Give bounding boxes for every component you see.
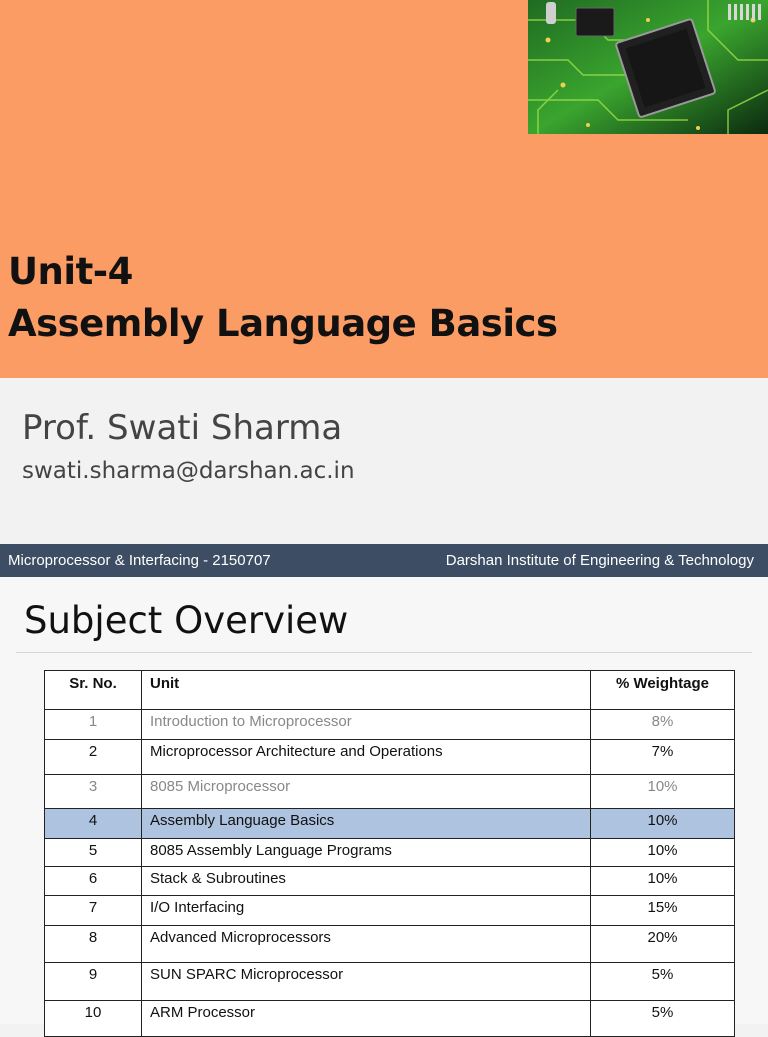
table-row [45, 839, 735, 867]
row-weight: 10% [591, 809, 735, 839]
table-header-row [45, 671, 735, 710]
row-sr: 2 [45, 740, 142, 775]
footer-bar [0, 544, 768, 577]
title-band [0, 0, 768, 378]
row-unit: Assembly Language Basics [142, 809, 591, 839]
slide-title [8, 246, 557, 350]
title-divider [16, 652, 752, 653]
footer-course: Microprocessor & Interfacing - 2150707 [8, 552, 271, 569]
row-unit: SUN SPARC Microprocessor [142, 963, 591, 1001]
row-sr: 4 [45, 809, 142, 839]
row-sr: 6 [45, 867, 142, 896]
author-name: Prof. Swati Sharma [22, 408, 343, 448]
author-email: swati.sharma@darshan.ac.in [22, 458, 355, 484]
row-unit: I/O Interfacing [142, 896, 591, 926]
row-weight: 10% [591, 867, 735, 896]
weightage-table [44, 670, 735, 1037]
circuit-board-image [528, 0, 768, 134]
row-unit: Stack & Subroutines [142, 867, 591, 896]
row-weight: 15% [591, 896, 735, 926]
table-row [45, 710, 735, 740]
table-row [45, 867, 735, 896]
row-sr: 1 [45, 710, 142, 740]
row-unit: ARM Processor [142, 1001, 591, 1037]
table-row [45, 926, 735, 963]
table-row [45, 740, 735, 775]
table-row [45, 775, 735, 809]
row-unit: Advanced Microprocessors [142, 926, 591, 963]
author-block [0, 378, 768, 544]
overview-title: Subject Overview [24, 599, 349, 642]
table-row [45, 896, 735, 926]
slide-title-line1: Unit-4 [8, 250, 133, 293]
slide-title-line2: Assembly Language Basics [8, 302, 558, 345]
table-row [45, 1001, 735, 1037]
table-row [45, 963, 735, 1001]
subject-overview-slide [0, 577, 768, 1024]
row-weight: 5% [591, 1001, 735, 1037]
table-row-highlighted [45, 809, 735, 839]
row-sr: 8 [45, 926, 142, 963]
row-unit: 8085 Assembly Language Programs [142, 839, 591, 867]
header-unit: Unit [142, 671, 591, 710]
row-sr: 9 [45, 963, 142, 1001]
row-weight: 5% [591, 963, 735, 1001]
row-weight: 8% [591, 710, 735, 740]
row-weight: 20% [591, 926, 735, 963]
header-weightage: % Weightage [591, 671, 735, 710]
circuit-board-icon [528, 0, 768, 134]
row-sr: 3 [45, 775, 142, 809]
row-unit: 8085 Microprocessor [142, 775, 591, 809]
row-weight: 10% [591, 839, 735, 867]
row-sr: 5 [45, 839, 142, 867]
row-weight: 10% [591, 775, 735, 809]
row-unit: Microprocessor Architecture and Operations [142, 740, 591, 775]
row-sr: 10 [45, 1001, 142, 1037]
header-sr-no: Sr. No. [45, 671, 142, 710]
row-sr: 7 [45, 896, 142, 926]
row-weight: 7% [591, 740, 735, 775]
row-unit: Introduction to Microprocessor [142, 710, 591, 740]
footer-institute: Darshan Institute of Engineering & Technology [445, 552, 754, 569]
